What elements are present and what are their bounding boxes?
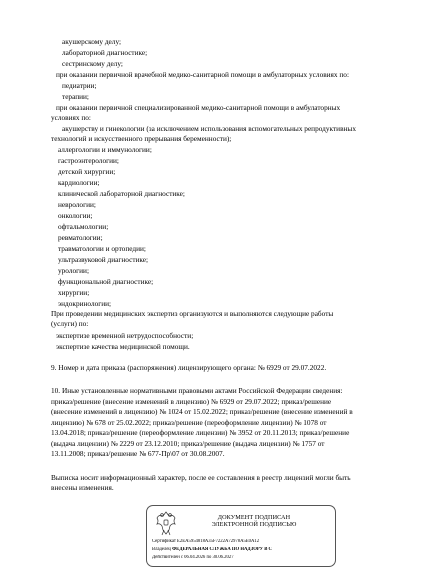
text-line: урологии;	[58, 266, 89, 275]
stamp-owner-value: ФЕДЕРАЛЬНАЯ СЛУЖБА ПО НАДЗОРУ В С	[172, 547, 272, 552]
text-line: Выписка носит информационный характер, после ее составления в реестр лицензий могли быть	[51, 473, 351, 482]
text-line: эндокринологии;	[58, 299, 112, 308]
text-line: внесены изменения.	[51, 483, 114, 492]
text-line: При проведении медицинских экспертиз организуются и выполняются следующие работы	[51, 309, 334, 318]
text-line: хирургии;	[58, 288, 90, 297]
text-line: 10. Иные установленные нормативными правовыми актами Российской Федерации сведения:	[51, 386, 343, 395]
text-line: условиях по:	[51, 113, 91, 122]
text-line: онкологии;	[58, 211, 93, 220]
stamp-title-line-1: ДОКУМЕНТ ПОДПИСАН	[217, 514, 291, 521]
stamp-owner-label: Владелец	[152, 547, 171, 552]
text-line: офтальмологии;	[58, 222, 109, 231]
text-line: при оказании первичной специализированной медико-санитарной помощи в амбулаторных	[56, 103, 341, 112]
text-line: клинической лабораторной диагностике;	[58, 189, 185, 198]
stamp-certificate-value: E2EA5954818A35F7222A72978A5E0A12	[177, 539, 260, 544]
text-line: детской хирургии;	[58, 167, 116, 176]
stamp-certificate	[152, 539, 332, 545]
text-line: ревматологии;	[58, 233, 103, 242]
text-line: лабораторной диагностике;	[62, 48, 148, 57]
stamp-title-line-2: ЭЛЕКТРОННОЙ ПОДПИСЬЮ	[211, 521, 297, 528]
stamp-owner	[152, 547, 332, 553]
text-line: неврологии;	[58, 200, 96, 209]
text-line: акушерскому делу;	[62, 37, 122, 46]
text-line: сестринскому делу;	[62, 59, 123, 68]
text-line: акушерству и гинекологии (за исключением использования вспомогательных репродуктивных	[62, 124, 356, 133]
text-line: (внесение изменений в лицензию) № 1024 от 15.02.2022; приказ/решение (внесение изменений в	[51, 407, 353, 416]
text-line: приказ/решение (внесение изменений в лицензию) № 6929 от 29.07.2022; приказ/решение	[51, 397, 332, 406]
text-line: лицензию) № 678 от 25.02.2022; приказ/решение (переоформление лицензии) № 1078 от	[51, 418, 327, 427]
coat-of-arms-icon	[154, 509, 178, 537]
stamp-certificate-label: Сертификат	[152, 539, 176, 544]
text-line: ультразвуковой диагностике;	[58, 255, 149, 264]
text-line: экспертизе качества медицинской помощи.	[56, 342, 190, 351]
e-signature-stamp	[146, 505, 336, 567]
text-line: при оказании первичной врачебной медико-санитарной помощи в амбулаторных условиях по:	[56, 70, 349, 79]
text-line: травматологии и ортопедии;	[58, 244, 146, 253]
text-line: технологий и искусственного прерывания беременности);	[51, 134, 232, 143]
text-line: аллергологии и иммунологии;	[58, 145, 152, 154]
text-line: (услуги) по:	[51, 319, 89, 328]
text-line: терапии;	[62, 92, 89, 101]
text-line: кардиологии;	[58, 178, 100, 187]
text-line: 13.04.2018; приказ/решение (переоформление лицензии) № 3952 от 20.11.2013; приказ/решение	[51, 428, 350, 437]
text-line: функциональной диагностике;	[58, 277, 154, 286]
text-line: гастроэнтерологии;	[58, 156, 119, 165]
text-line: педиатрии;	[62, 81, 97, 90]
stamp-validity: Действителен с 06.04.2026 по 30.06.2027	[152, 555, 234, 560]
text-line: экспертизе временной нетрудоспособности;	[56, 331, 194, 340]
text-line: (выдача лицензии) № 2229 от 23.12.2010; приказ/решение (выдача лицензии) № 1757 от	[51, 439, 325, 448]
text-line: 9. Номер и дата приказа (распоряжения) лицензирующего органа: № 6929 от 29.07.2022.	[51, 363, 327, 372]
text-line: 13.11.2008; приказ/решение № 677-Пр\07 от 30.08.2007.	[51, 449, 225, 458]
